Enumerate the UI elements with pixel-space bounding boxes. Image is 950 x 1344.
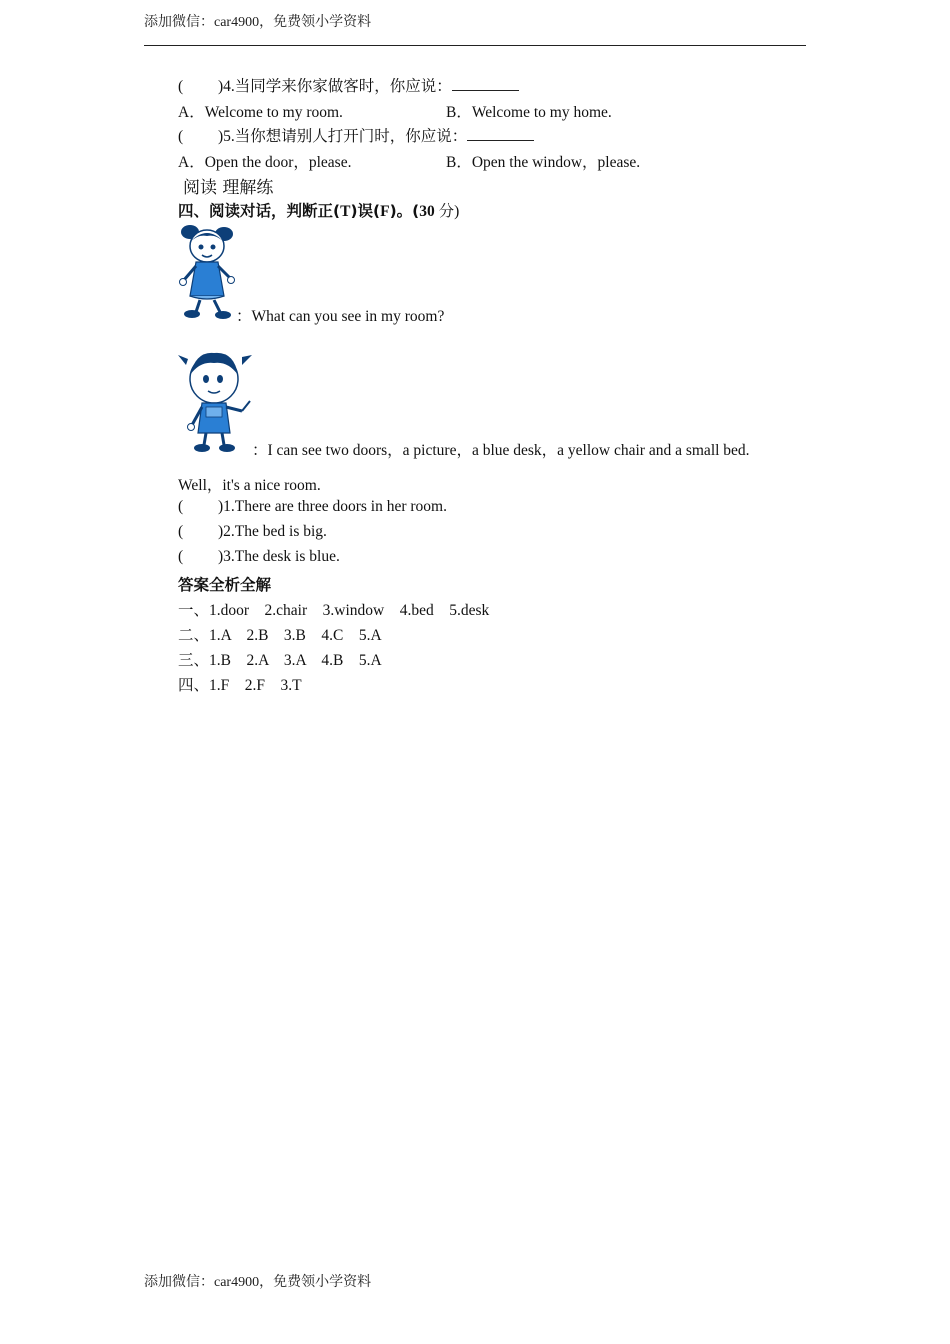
- statement-1: [178, 498, 447, 516]
- answer-line-1: 一、1.door 2.chair 3.window 4.bed 5.desk: [178, 602, 490, 619]
- header-text: 添加微信：car4900，免费领小学资料: [144, 15, 372, 30]
- answer-blank: [452, 76, 519, 91]
- question-prompt: 当你想请别人打开门时，你应说：: [234, 128, 468, 145]
- question-5: [178, 124, 534, 146]
- statement-2: [178, 523, 327, 541]
- answer-paren: (: [178, 548, 184, 565]
- question-4: [178, 74, 519, 96]
- question-prompt: 当同学来你家做客时，你应说：: [234, 78, 452, 95]
- answer-line-3: 三、1.B 2.A 3.A 4.B 5.A: [178, 652, 382, 669]
- header-divider: [144, 45, 806, 46]
- statement-text: )2.The bed is big.: [218, 523, 327, 540]
- title-t: T: [340, 203, 351, 220]
- answers-heading: 答案全析全解: [178, 576, 272, 594]
- answer-paren: (: [178, 523, 184, 540]
- statement-text: )1.There are three doors in her room.: [218, 498, 447, 515]
- title-part: )误(: [350, 202, 381, 220]
- dialogue-line-1: ：What can you see in my room?: [236, 308, 445, 325]
- answer-paren: (: [178, 498, 184, 515]
- answer-paren: (: [178, 128, 184, 145]
- q5-option-a: A．Open the door，please.: [178, 154, 352, 171]
- answer-line-4: 四、1.F 2.F 3.T: [178, 677, 302, 694]
- dialogue-line-2: ：I can see two doors，a picture，a blue desk，a yellow chair and a small bed.: [252, 442, 750, 459]
- dialogue-reply: Well，it's a nice room.: [178, 477, 321, 494]
- question-number: )4.: [218, 78, 235, 95]
- reading-heading: 阅读 理解练: [183, 178, 274, 198]
- answer-line-2: 二、1.A 2.B 3.B 4.C 5.A: [178, 627, 382, 644]
- title-part: )。(: [389, 202, 420, 220]
- girl-illustration-1: [176, 222, 238, 320]
- q4-option-b: B．Welcome to my home.: [446, 104, 612, 121]
- title-score: 30: [419, 203, 435, 220]
- q4-option-a: A．Welcome to my room.: [178, 104, 343, 121]
- q5-option-b: B．Open the window，please.: [446, 154, 641, 171]
- statement-3: [178, 548, 340, 566]
- answer-blank: [467, 126, 534, 141]
- girl-illustration-2: [176, 345, 256, 455]
- answer-paren: (: [178, 78, 184, 95]
- footer-text: 添加微信：car4900，免费领小学资料: [144, 1275, 372, 1290]
- title-part: 四、阅读对话，判断正(: [178, 202, 341, 220]
- title-f: F: [380, 203, 390, 220]
- title-part: 分): [434, 203, 460, 220]
- question-number: )5.: [218, 128, 235, 145]
- statement-text: )3.The desk is blue.: [218, 548, 340, 565]
- section-4-title: [178, 199, 459, 221]
